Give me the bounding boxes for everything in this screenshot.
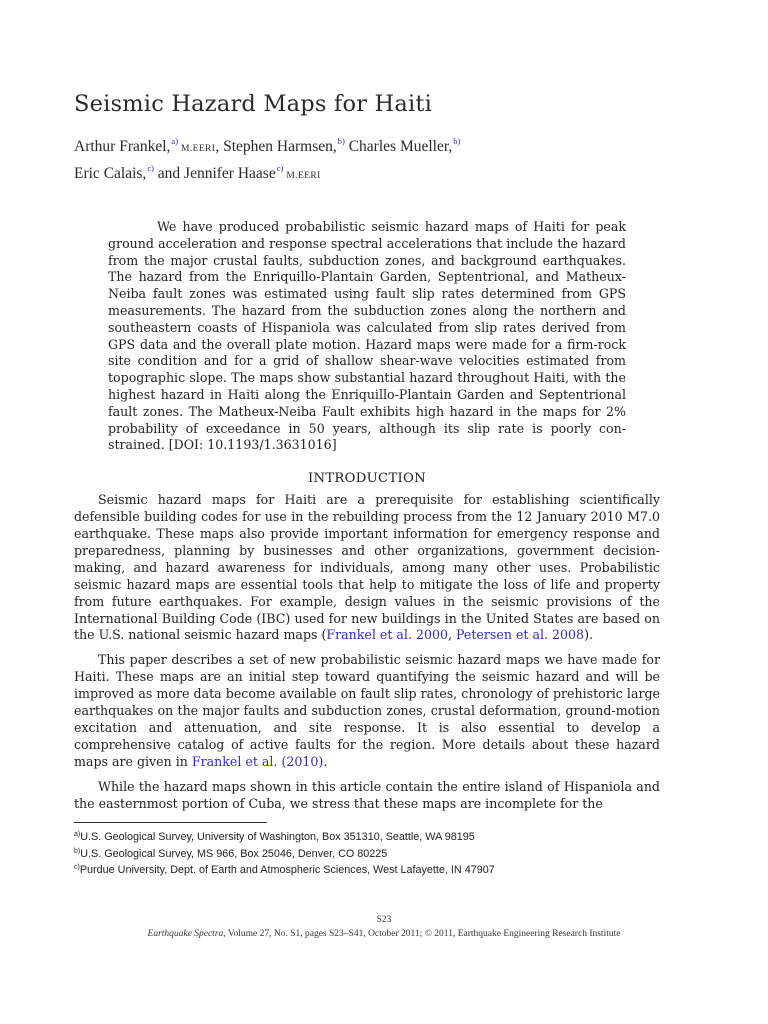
footnote [74,861,674,878]
author-line-2 [74,159,660,186]
membership-label: M.EERI [181,144,216,154]
footnote-mark: b) [74,847,81,855]
abstract: We have produced probabilistic seismic hazard maps of Haiti for peak ground acceleration and response spectral accelerations that include the hazard from the major crustal faults, subduction zones, and background earthquakes. The hazard from the Enriquillo-Plantain Garden, Septentrional, and Matheux-Neiba fault zones was estimated using fault slip rates determined from GPS measurements. The hazard from the subduction zones along the northern and southeastern coasts of Hispaniola was calculated from slip rates derived from GPS data and the overall plate motion. Hazard maps were made for a firm-rock site condition and for a grid of shallow shear-wave velocities estimated from topographic slope. The maps show substantial hazard throughout Haiti, with the highest hazard in Haiti along the Enriquillo-Plantain Garden and Septentrional fault zones. The Matheux-Neiba Fault exhibits high hazard in the maps for 2% probability of exceedance in 50 years, although its slip rate is poorly con- strained. [DOI: 10.1193/1.3631016] [108,219,626,453]
footnote-text: U.S. Geological Survey, University of Washington, Box 351310, Seattle, WA 98195 [80,831,475,843]
paragraph-text: While the hazard maps shown in this article contain the entire island of Hispaniola and the easternmost portion of Cuba, we stress that these maps are incomplete for the [74,778,660,811]
paragraph-text: ). [584,627,593,643]
paragraph [74,652,660,770]
footnote-mark: a) [74,831,81,838]
paragraph [74,779,660,813]
affiliation-mark[interactable]: b) [453,136,461,146]
author-name: Arthur Frankel, [74,138,171,155]
affiliation-mark[interactable]: a) [171,136,179,146]
citation-link[interactable]: Petersen et al. 2008 [456,627,585,643]
paragraph-text: This paper describes a set of new probabilistic seismic hazard maps we have made for Haiti. These maps are an initial step toward quantifying the seismic hazard and will be improved as more data become available on fault slip rates, chronology of prehistoric large earthquakes on the major faults and subduction zones, crustal deformation, ground-motion excitation and attenuation, and site response. It is also essential to develop a comprehensive catalog of active faults for the region. More details about these hazard maps are given in [74,652,660,769]
citation-details: , Volume 27, No. S1, pages S23–S41, October 2011; [223,929,425,939]
page-number: S23 [376,915,392,925]
membership-label: M.EERI [286,171,321,181]
article-title: Seismic Hazard Maps for Haiti [74,91,432,117]
footnote-divider [74,822,267,823]
author-name: , Stephen Harmsen, [215,138,337,155]
author-name: and Jennifer Haase [153,165,276,182]
page-footer [74,914,694,940]
article-page [74,88,660,820]
author-name: Charles Mueller, [344,138,453,155]
paragraph-text: , [448,627,457,643]
footnote-text: U.S. Geological Survey, MS 966, Box 25046, Denver, CO 80225 [80,847,388,860]
paragraph [74,492,660,644]
body-text [74,492,660,812]
footnote [74,845,674,862]
author-list [74,132,660,186]
copyright-notice: © 2011, Earthquake Engineering Research Institute [424,929,621,939]
footnotes [74,828,674,878]
footnote-text: Purdue University, Dept. of Earth and Atmospheric Sciences, West Lafayette, IN 47907 [79,864,495,876]
citation-link[interactable]: Frankel et al. (2010) [191,753,324,769]
affiliation-mark[interactable]: b) [337,136,345,146]
paragraph-text: Seismic hazard maps for Haiti are a prerequisite for establishing scientifically defensible building codes for use in the rebuilding process from the 12 January 2010 M7.0 earthquake. These maps also provide important information for emergency response and preparedness, planning by businesses and other organizations, government decision-making, and hazard awareness for individuals, among many other uses. Probabilistic seismic hazard maps are essential tools that help to mitigate the loss of life and property from future earthquakes. For example, design values in the seismic provisions of the International Building Code (IBC) used for new buildings in the United States are based on the U.S. national seismic hazard maps ( [74,492,660,643]
citation-link[interactable]: Frankel et al. 2000 [326,627,448,643]
affiliation-mark[interactable]: c) [147,163,154,173]
author-line-1 [74,132,660,159]
journal-citation [74,928,694,940]
footnote [74,828,674,845]
journal-name: Earthquake Spectra [147,929,224,939]
affiliation-mark[interactable]: c) [276,163,284,173]
paragraph-text: . [323,753,328,769]
footnote-mark: c) [74,864,80,871]
section-heading: INTRODUCTION [307,471,427,487]
author-name: Eric Calais, [74,165,147,182]
